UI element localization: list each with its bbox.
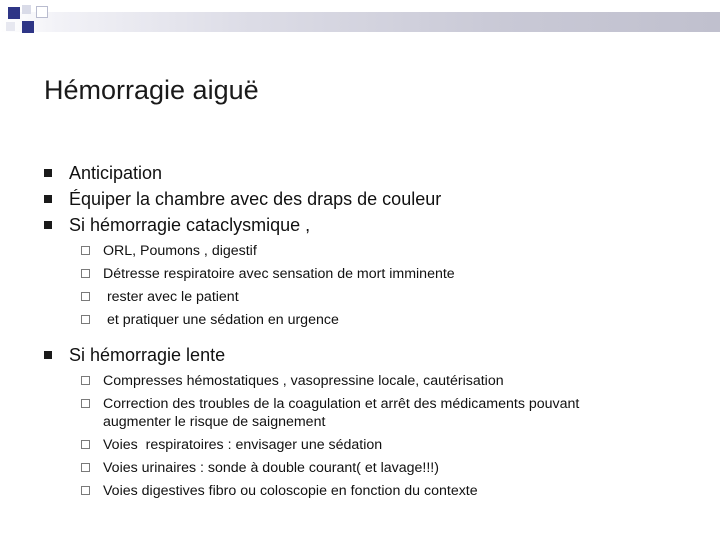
square-bullet-icon <box>44 221 52 229</box>
sub-bullet-item <box>0 372 720 395</box>
bullet-text: Si hémorragie lente <box>69 345 226 365</box>
hollow-square-bullet-icon <box>81 246 90 255</box>
sub-bullet-item <box>0 459 720 482</box>
sub-bullet-text <box>103 395 579 431</box>
slide-content <box>0 160 720 505</box>
hollow-square-bullet-icon <box>81 399 90 408</box>
bullet-item <box>0 342 720 368</box>
decor-square <box>22 5 31 14</box>
hollow-square-bullet-icon <box>81 463 90 472</box>
sub-bullet-text: Voies respiratoires : envisager une sédation <box>103 437 383 453</box>
hollow-square-bullet-icon <box>81 292 90 301</box>
sub-bullet-item <box>0 242 720 265</box>
hollow-square-bullet-icon <box>81 315 90 324</box>
hollow-square-bullet-icon <box>81 269 90 278</box>
sub-bullet-text: ORL, Poumons , digestif <box>103 243 257 259</box>
sub-bullet-item <box>0 436 720 459</box>
square-bullet-icon <box>44 169 52 177</box>
sub-bullet-text: Compresses hémostatiques , vasopressine locale, cautérisation <box>103 373 504 389</box>
hollow-square-bullet-icon <box>81 376 90 385</box>
slide-title: Hémorragie aiguë <box>44 75 259 105</box>
sub-bullet-text: Voies digestives fibro ou coloscopie en fonction du contexte <box>103 483 478 499</box>
decor-square <box>22 21 34 33</box>
sub-bullet-item <box>0 288 720 311</box>
bullet-text: Équiper la chambre avec des draps de couleur <box>69 189 442 209</box>
square-bullet-icon <box>44 351 52 359</box>
sub-bullet-item <box>0 482 720 505</box>
sub-bullet-text: et pratiquer une sédation en urgence <box>103 312 339 328</box>
sub-bullet-line: Correction des troubles de la coagulation et arrêt des médicaments pouvant <box>103 396 580 412</box>
hollow-square-bullet-icon <box>81 486 90 495</box>
sub-bullet-item <box>0 265 720 288</box>
bullet-item <box>0 212 720 238</box>
square-bullet-icon <box>44 195 52 203</box>
sub-bullet-item <box>0 311 720 334</box>
bullet-text: Anticipation <box>69 163 163 183</box>
hollow-square-bullet-icon <box>81 440 90 449</box>
decor-square <box>36 6 48 18</box>
bullet-item <box>0 160 720 186</box>
sub-bullet-line: augmenter le risque de saignement <box>103 414 326 430</box>
sub-bullet-item <box>0 395 720 436</box>
bullet-text: Si hémorragie cataclysmique , <box>69 215 311 235</box>
sub-bullet-text: rester avec le patient <box>103 289 239 305</box>
decor-square <box>8 7 20 19</box>
bullet-item <box>0 186 720 212</box>
header-decor-band <box>0 12 720 32</box>
sub-bullet-text: Détresse respiratoire avec sensation de mort imminente <box>103 266 455 282</box>
sub-bullet-text: Voies urinaires : sonde à double courant( et lavage!!!) <box>103 460 439 476</box>
decor-square <box>6 22 15 31</box>
